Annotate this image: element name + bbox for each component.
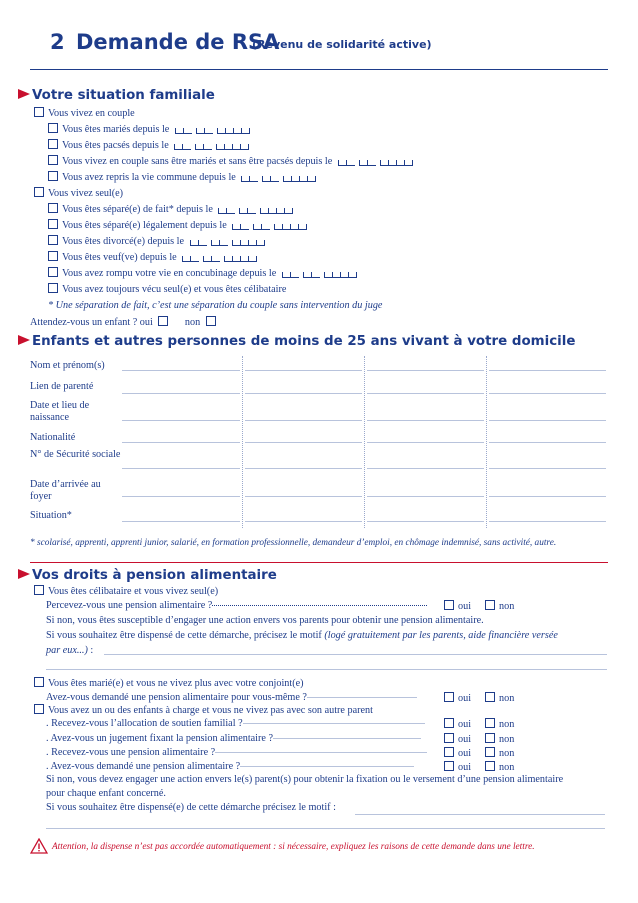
arrow-icon	[18, 89, 30, 99]
question-label: Attendez-vous un enfant ? oui	[30, 317, 153, 328]
sinon1: Si non, vous êtes susceptible d’engager une action envers vos parents pour obtenir une pension alimentaire.	[46, 615, 484, 626]
concubin-option[interactable]	[48, 155, 412, 169]
checkbox[interactable]	[48, 171, 58, 181]
date-field[interactable]	[241, 174, 315, 185]
oui-non-choice	[444, 692, 514, 704]
enfant-cell-input[interactable]	[245, 521, 362, 522]
page-subtitle: (Revenu de solidarité active)	[252, 38, 432, 51]
option-label: Vous êtes séparé(e) légalement depuis le	[62, 220, 227, 231]
enfants-row-label: N° de Sécurité sociale	[30, 449, 121, 460]
maries-option[interactable]	[48, 123, 249, 137]
non-label: non	[499, 719, 515, 730]
q4	[46, 761, 414, 772]
option-label: Vous êtes célibataire et vous vivez seul(e)	[48, 586, 219, 597]
column-divider	[242, 356, 243, 528]
oui-label: oui	[458, 719, 472, 730]
checkbox[interactable]	[48, 251, 58, 261]
oui-checkbox[interactable]	[444, 747, 454, 757]
non-label: non	[499, 693, 515, 704]
veuf-option[interactable]	[48, 251, 256, 265]
oui-label: oui	[458, 762, 472, 773]
non-label: non	[499, 762, 515, 773]
non-label: non	[499, 748, 515, 759]
motif2-input-2[interactable]	[46, 828, 605, 829]
oui-non-choice	[444, 718, 514, 730]
warning-icon	[30, 838, 48, 857]
enfant-cell-input[interactable]	[122, 442, 240, 443]
enfant-cell-input[interactable]	[245, 496, 362, 497]
option-label: Vous êtes divorcé(e) depuis le	[62, 236, 185, 247]
non-checkbox[interactable]	[485, 692, 495, 702]
enfants-row-label: Nationalité	[30, 432, 76, 443]
checkbox[interactable]	[48, 139, 58, 149]
option-label: Vous avez toujours vécu seul(e) et vous êtes célibataire	[62, 284, 287, 295]
oui-label: oui	[458, 734, 472, 745]
checkbox[interactable]	[48, 203, 58, 213]
enfant-cell-input[interactable]	[367, 521, 484, 522]
non-checkbox[interactable]	[485, 733, 495, 743]
option-label: Vous êtes mariés depuis le	[62, 124, 170, 135]
question-label: . Recevez-vous l’allocation de soutien familial ?	[46, 718, 243, 729]
motif-label: Si vous souhaitez être dispensé(e) de cette démarche précisez le motif :	[46, 802, 336, 813]
option-label: Vous avez rompu votre vie en concubinage depuis le	[62, 268, 277, 279]
enfant-cell-input[interactable]	[245, 393, 362, 394]
checkbox[interactable]	[48, 267, 58, 277]
date-field[interactable]	[282, 270, 356, 281]
enfant-cell-input[interactable]	[367, 393, 484, 394]
option-label: Vous avez repris la vie commune depuis le	[62, 172, 236, 183]
oui-checkbox[interactable]	[444, 761, 454, 771]
motif-label: Si vous souhaitez être dispensé de cette démarche, précisez le motif	[46, 630, 322, 641]
sinon2a: Si non, vous devez engager une action envers le(s) parent(s) pour obtenir la fixation ou le versement d’une pension alimentaire	[46, 774, 564, 785]
enfant-cell-input[interactable]	[122, 420, 240, 421]
date-field[interactable]	[232, 222, 306, 233]
question-label: . Avez-vous un jugement fixant la pension alimentaire ?	[46, 733, 273, 744]
section-title: Vos droits à pension alimentaire	[32, 568, 277, 583]
oui-checkbox[interactable]	[444, 692, 454, 702]
enfant-cell-input[interactable]	[489, 370, 606, 371]
enfants-row-label: Date d’arrivée au foyer	[30, 479, 101, 502]
question-label: . Recevez-vous une pension alimentaire ?	[46, 747, 216, 758]
question-label: Avez-vous demandé une pension alimentaire pour vous-même ?	[46, 692, 307, 703]
date-field[interactable]	[218, 206, 292, 217]
checkbox[interactable]	[48, 123, 58, 133]
oui-non-choice	[444, 747, 514, 759]
enfant-cell-input[interactable]	[367, 370, 484, 371]
motif-input-1[interactable]	[104, 654, 607, 655]
enfant-cell-input[interactable]	[489, 393, 606, 394]
separe-legal-option[interactable]	[48, 219, 306, 233]
enfant-cell-input[interactable]	[489, 468, 606, 469]
non-checkbox[interactable]	[485, 747, 495, 757]
leader-line	[243, 723, 425, 724]
checkbox[interactable]	[34, 677, 44, 687]
oui-label: oui	[458, 693, 472, 704]
oui-checkbox[interactable]	[444, 600, 454, 610]
section-enfants	[18, 334, 575, 349]
checkbox[interactable]	[48, 283, 58, 293]
enfant-question	[30, 316, 220, 328]
oui-non-choice	[444, 761, 514, 773]
motif-input-2[interactable]	[46, 669, 607, 670]
warning-text: Attention, la dispense n’est pas accordée automatiquement : si nécessaire, expliquez les raisons de cette demande dans une lettre.	[52, 842, 535, 852]
rompu-option[interactable]	[48, 267, 356, 281]
enfant-cell-input[interactable]	[245, 442, 362, 443]
enfant-cell-input[interactable]	[367, 442, 484, 443]
enfant-cell-input[interactable]	[245, 468, 362, 469]
non-label: non	[499, 734, 515, 745]
pension-marie-option[interactable]	[34, 677, 304, 689]
separation-note: * Une séparation de fait, c’est une séparation du couple sans intervention du juge	[48, 300, 383, 311]
pension-enfants-option[interactable]	[34, 704, 373, 716]
column-divider	[486, 356, 487, 528]
oui-non-choice	[444, 733, 514, 745]
checkbox[interactable]	[34, 187, 44, 197]
enfant-cell-input[interactable]	[489, 496, 606, 497]
repris-option[interactable]	[48, 171, 315, 185]
oui-non-choice	[444, 600, 514, 612]
enfant-cell-input[interactable]	[367, 420, 484, 421]
checkbox[interactable]	[34, 107, 44, 117]
option-label: Vous vivez en couple sans être mariés et sans être pacsés depuis le	[62, 156, 333, 167]
oui-label: oui	[458, 748, 472, 759]
enfant-cell-input[interactable]	[489, 420, 606, 421]
checkbox[interactable]	[48, 235, 58, 245]
oui-checkbox[interactable]	[444, 718, 454, 728]
non-label: non	[499, 601, 515, 612]
leader-line	[215, 752, 427, 753]
motif-hint: (logé gratuitement par les parents, aide financière versée	[324, 630, 558, 641]
option-label: Vous avez un ou des enfants à charge et vous ne vivez pas avec son autre parent	[48, 705, 373, 716]
motif-hint-cont: par eux...)	[46, 645, 88, 656]
seul-option[interactable]	[34, 187, 123, 199]
arrow-icon	[18, 335, 30, 345]
percevez-question	[46, 600, 427, 611]
pacses-option[interactable]	[48, 139, 248, 153]
section-pension	[18, 568, 277, 583]
checkbox[interactable]	[34, 704, 44, 714]
q1	[46, 718, 425, 729]
checkbox[interactable]	[48, 219, 58, 229]
column-divider	[364, 356, 365, 528]
oui-label: oui	[458, 601, 472, 612]
couple-option[interactable]	[34, 107, 135, 119]
non-checkbox[interactable]	[485, 718, 495, 728]
enfant-cell-input[interactable]	[122, 521, 240, 522]
q2	[46, 733, 421, 744]
option-label: Vous vivez en couple	[48, 108, 135, 119]
non-label: non	[184, 317, 201, 328]
date-field[interactable]	[182, 254, 256, 265]
section-rule	[30, 562, 608, 563]
situation-note: * scolarisé, apprenti, apprenti junior, salarié, en formation professionnelle, demandeur d’emploi, en chômage indemnisé, sans activité, autre.	[30, 538, 557, 548]
non-checkbox[interactable]	[485, 600, 495, 610]
option-label: Vous vivez seul(e)	[48, 188, 124, 199]
non-checkbox[interactable]	[206, 316, 216, 326]
section-situation	[18, 88, 215, 103]
page-title: Demande de RSA	[76, 30, 280, 54]
question-label: Percevez-vous une pension alimentaire ?	[46, 600, 213, 611]
enfants-row-label: Situation*	[30, 510, 72, 521]
enfant-cell-input[interactable]	[489, 442, 606, 443]
enfant-cell-input[interactable]	[489, 521, 606, 522]
question-label: . Avez-vous demandé une pension alimentaire ?	[46, 761, 241, 772]
souhaitez1-line2	[46, 645, 93, 656]
section-title: Votre situation familiale	[32, 88, 215, 103]
divorce-option[interactable]	[48, 235, 264, 249]
souhaitez2	[46, 802, 336, 813]
demande-question	[46, 692, 417, 703]
enfant-cell-input[interactable]	[122, 496, 240, 497]
leader-line	[307, 697, 417, 698]
enfant-cell-input[interactable]	[245, 420, 362, 421]
colon: :	[87, 645, 94, 656]
checkbox[interactable]	[34, 585, 44, 595]
date-field[interactable]	[175, 126, 249, 137]
date-field[interactable]	[174, 142, 248, 153]
leader-line	[240, 766, 414, 767]
date-field[interactable]	[190, 238, 264, 249]
option-label: Vous êtes veuf(ve) depuis le	[62, 252, 177, 263]
oui-checkbox[interactable]	[158, 316, 168, 326]
enfant-cell-input[interactable]	[122, 393, 240, 394]
non-checkbox[interactable]	[485, 761, 495, 771]
enfant-cell-input[interactable]	[122, 468, 240, 469]
motif2-input-1[interactable]	[355, 814, 605, 815]
enfant-cell-input[interactable]	[245, 370, 362, 371]
section-number: 2	[50, 30, 65, 54]
celib-option[interactable]	[48, 283, 286, 295]
header-rule	[30, 69, 608, 70]
enfants-row-label: Nom et prénom(s)	[30, 360, 105, 371]
enfants-row-label: Date et lieu de naissance	[30, 400, 90, 423]
checkbox[interactable]	[48, 155, 58, 165]
oui-checkbox[interactable]	[444, 733, 454, 743]
separe-option[interactable]	[48, 203, 292, 217]
date-field[interactable]	[338, 158, 412, 169]
q3	[46, 747, 427, 758]
enfant-cell-input[interactable]	[367, 468, 484, 469]
section-title: Enfants et autres personnes de moins de 25 ans vivant à votre domicile	[32, 334, 576, 349]
enfant-cell-input[interactable]	[122, 370, 240, 371]
leader-dots	[212, 605, 427, 606]
enfants-row-label: Lien de parenté	[30, 381, 94, 392]
leader-line	[273, 738, 421, 739]
option-label: Vous êtes pacsés depuis le	[62, 140, 169, 151]
arrow-icon	[18, 569, 30, 579]
sinon2b: pour chaque enfant concerné.	[46, 788, 166, 799]
option-label: Vous êtes marié(e) et vous ne vivez plus avec votre conjoint(e)	[48, 678, 304, 689]
option-label: Vous êtes séparé(e) de fait* depuis le	[62, 204, 213, 215]
souhaitez1	[46, 630, 558, 641]
pension-celib-option[interactable]	[34, 585, 218, 597]
enfant-cell-input[interactable]	[367, 496, 484, 497]
